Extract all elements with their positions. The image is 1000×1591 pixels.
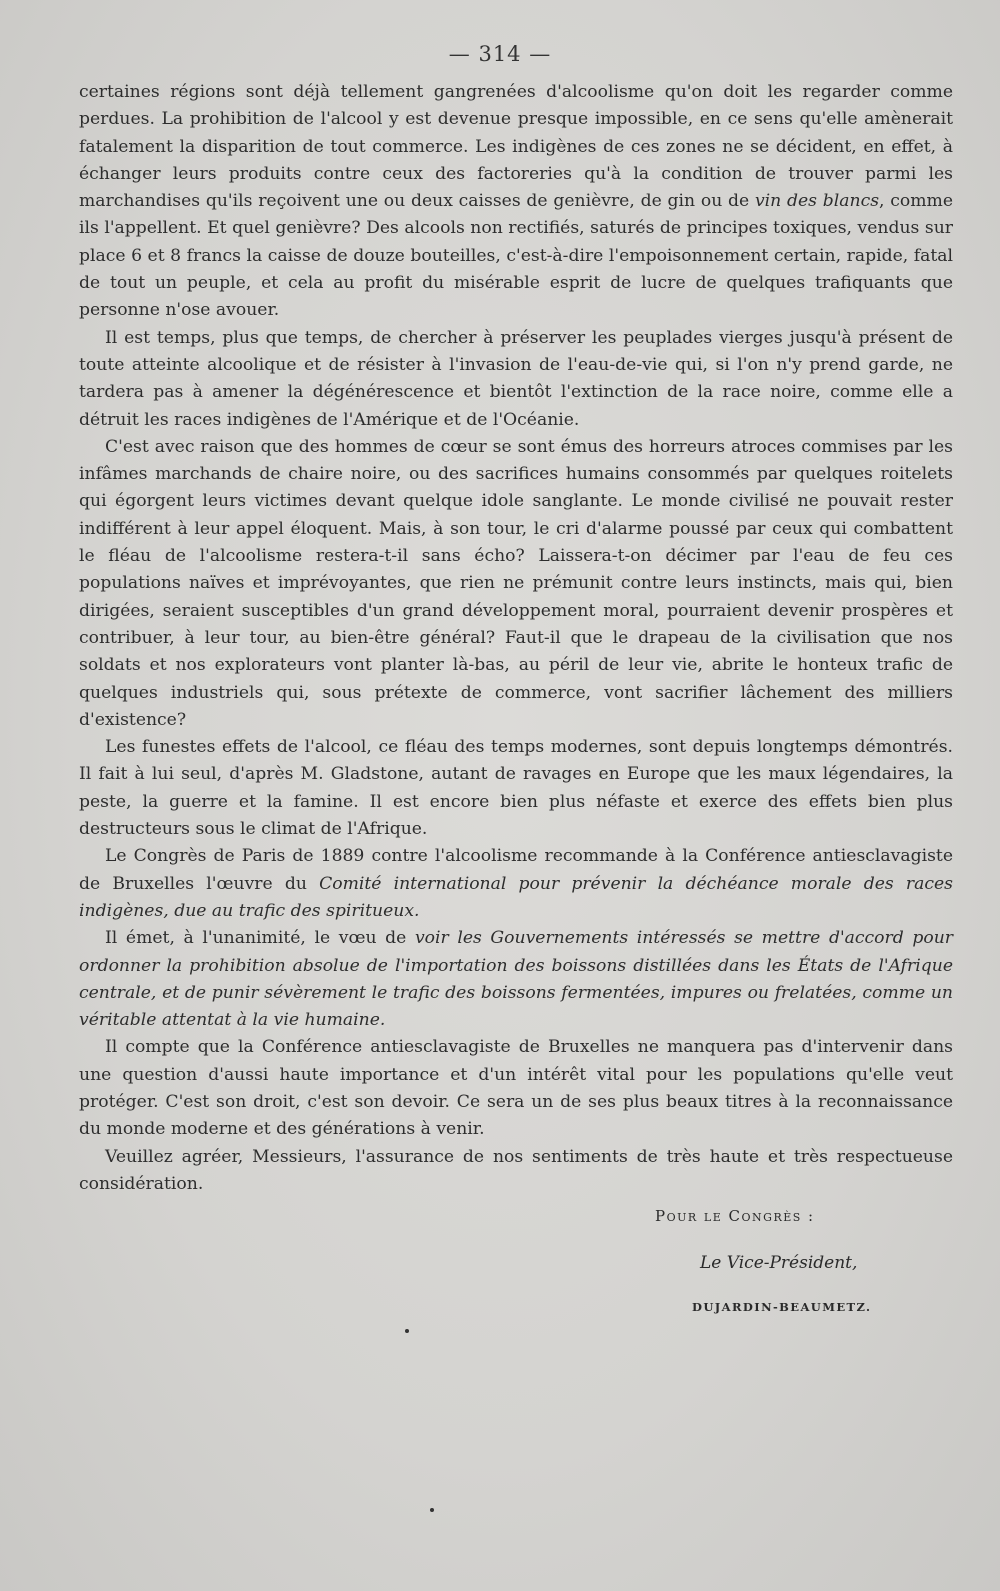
italic-text: Comité international pour prévenir la déchéance morale des races indigènes, due au trafic des spiritueux.: [79, 873, 953, 921]
page-number: — 314 —: [448, 42, 552, 66]
paragraph: [79, 79, 953, 325]
italic-text: vin des blancs: [754, 191, 880, 212]
signature-name: DUJARDIN-BEAUMETZ.: [692, 1300, 872, 1314]
paragraph: [79, 1034, 953, 1143]
signature-for-line: Pour le Congrès :: [655, 1207, 815, 1225]
text-run: Les funestes effets de l'alcool, ce fléau des temps modernes, sont depuis longtemps démontrés. Il fait à lui seul, d'après M. Gladstone, autant de ravages en Europe que les maux légendaires, la peste, la guerre et la famine. Il est encore bien plus néfaste et exerce des effets bien plus destructeurs sous le climat de l'Afrique.: [79, 737, 953, 840]
paragraph: [79, 325, 953, 434]
text-run: Il compte que la Conférence antiesclavagiste de Bruxelles ne manquera pas d'intervenir dans une question d'aussi haute importance et d'un intérêt vital pour les populations qu'elle veut protéger. C'est son droit, c'est son devoir. Ce sera un de ses plus beaux titres à la reconnaissance du monde moderne et des générations à venir.: [79, 1037, 953, 1140]
signature-role: Le Vice-Président,: [700, 1253, 858, 1273]
paragraph: [79, 925, 953, 1034]
ink-speck: [430, 1508, 434, 1512]
text-run: C'est avec raison que des hommes de cœur se sont émus des horreurs atroces commises par les infâmes marchands de chaire noire, ou des sacrifices humains consommés par quelques roitelets qui égorgent leurs victimes devant quelque idole sanglante. Le monde civilisé ne pouvait rester indifférent à leur appel éloquent. Mais, à son tour, le cri d'alarme poussé par ceux qui combattent le fléau de l'alcoolisme restera-t-il sans écho? Laissera-t-on décimer par l'eau de feu ces populations naïves et imprévoyantes, que rien ne prémunit contre leurs instincts, mais qui, bien dirigées, seraient susceptibles d'un grand développement moral, pourraient devenir prospères et contribuer, à leur tour, au bien-être général? Faut-il que le drapeau de la civilisation que nos soldats et nos explorateurs vont planter là-bas, au péril de leur vie, abrite le honteux trafic de quelques industriels qui, sous prétexte de commerce, vont sacrifier lâchement des milliers d'existence?: [79, 436, 953, 730]
paragraph: [79, 434, 953, 734]
text-run: Il émet, à l'unanimité, le vœu de: [105, 928, 415, 949]
paragraph: [79, 1144, 953, 1199]
paragraph: [79, 734, 953, 843]
text-run: , comme ils l'appellent. Et quel genièvre? Des alcools non rectifiés, saturés de principes toxiques, vendus sur place 6 et 8 francs la caisse de douze bouteilles, c'est-à-dire l'empoisonnement certain, rapide, fatal de tout un peuple, et cela au profit du misérable esprit de lucre de quelques trafiquants que personne n'ose avouer.: [79, 191, 953, 321]
text-run: certaines régions sont déjà tellement gangrenées d'alcoolisme qu'on doit les regarder comme perdues. La prohibition de l'alcool y est devenue presque impossible, en ce sens qu'elle amènerait fatalement la disparition de tout commerce. Les indigènes de ces zones ne se décident, en effet, à échanger leurs produits contre ceux des factoreries qu'à la condition de trouver parmi les marchandises qu'ils reçoivent une ou deux caisses de genièvre, de gin ou de: [79, 82, 953, 212]
paragraph: [79, 843, 953, 925]
text-run: Veuillez agréer, Messieurs, l'assurance de nos sentiments de très haute et très respectueuse considération.: [79, 1146, 953, 1194]
ink-speck: [405, 1329, 409, 1333]
text-run: Le Congrès de Paris de 1889 contre l'alcoolisme recommande à la Conférence antiesclavagiste de Bruxelles l'œuvre du: [79, 846, 953, 894]
text-run: Il est temps, plus que temps, de chercher à préserver les peuplades vierges jusqu'à présent de toute atteinte alcoolique et de résister à l'invasion de l'eau-de-vie qui, si l'on n'y prend garde, ne tardera pas à amener la dégénérescence et bientôt l'extinction de la race noire, comme elle a détruit les races indigènes de l'Amérique et de l'Océanie.: [79, 327, 953, 430]
body-text: [79, 79, 953, 1198]
italic-text: voir les Gouvernements intéressés se mettre d'accord pour ordonner la prohibition absolue de l'importation des boissons distillées dans les États de l'Afrique centrale, et de punir sévèrement le trafic des boissons fermentées, impures ou frelatées, comme un véritable attentat à la vie humaine.: [79, 928, 953, 1031]
